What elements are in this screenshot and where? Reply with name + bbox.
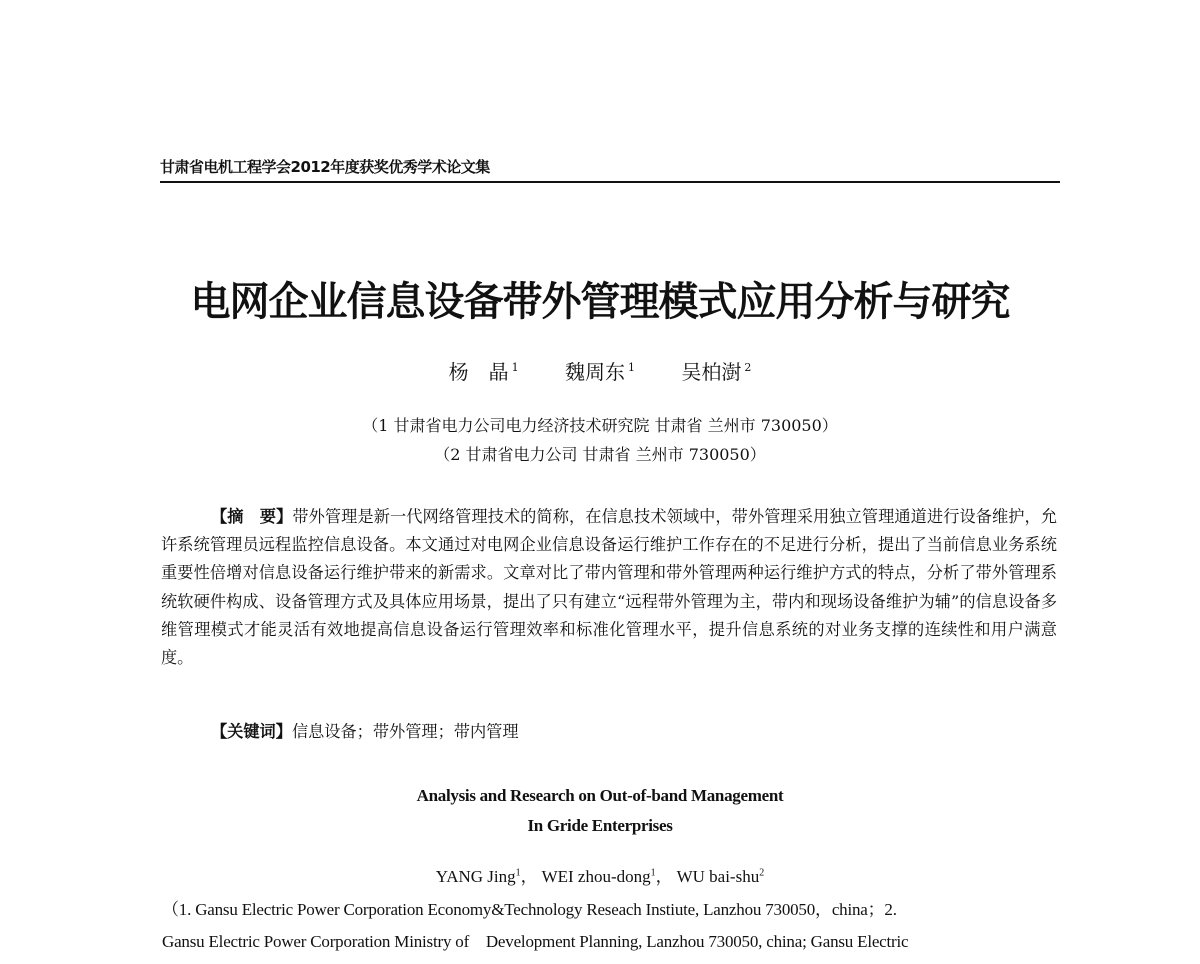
abstract-text: 带外管理是新一代网络管理技术的简称，在信息技术领域中，带外管理采用独立管理通道进行设备维护，允许系统管理员远程监控信息设备。本文通过对电网企业信息设备运行维护工作存在的不足进行分析，提出了当前信息业务系统重要性倍增对信息设备运行维护带来的新需求。文章对比了带内管理和带外管理两种运行维护方式的特点，分析了带外管理系统软硬件构成、设备管理方式及具体应用场景，提出了只有建立“远程带外管理为主，带内和现场设备维护为辅”的信息设备多维管理模式才能灵活有效地提高信息设备运行管理效率和标准化管理水平，提升信息系统的对业务支撑的连续性和用户满意度。 — [161, 507, 1058, 668]
author-list — [0, 356, 1200, 385]
author-3 — [681, 356, 751, 385]
keywords-text: 信息设备；带外管理；带内管理 — [291, 722, 519, 741]
english-affiliation-line-2: Gansu Electric Power Corporation Ministry of Development Planning, Lanzhou 730050, china; Gansu Electric — [162, 932, 909, 951]
english-author-affil-mark: 2 — [759, 867, 765, 879]
author-2 — [565, 356, 635, 385]
affiliation-2: （2 甘肃省电力公司 甘肃省 兰州市 730050） — [434, 445, 766, 464]
keywords-label: 【关键词】 — [211, 722, 292, 741]
paper-title: 电网企业信息设备带外管理模式应用分析与研究 — [190, 278, 1010, 325]
english-author-name: YANG Jing — [435, 867, 516, 886]
author-affil-mark: 2 — [744, 361, 752, 375]
english-author-2 — [542, 867, 673, 886]
author-name: 魏周东 — [565, 360, 625, 384]
author-affil-mark: 1 — [511, 361, 519, 375]
author-separator: ， — [520, 867, 538, 886]
running-header: 甘肃省电机工程学会2012年度获奖优秀学术论文集 — [160, 158, 490, 176]
english-author-affil-mark: 1 — [515, 867, 521, 879]
english-author-list — [0, 862, 1200, 887]
keywords — [211, 718, 519, 742]
header-rule — [160, 181, 1060, 183]
author-name: 吴柏澍 — [681, 360, 742, 384]
english-title-line-1: Analysis and Research on Out-of-band Management — [416, 786, 784, 805]
affiliation-1: （1 甘肃省电力公司电力经济技术研究院 甘肃省 兰州市 730050） — [362, 416, 838, 435]
author-name: 杨 晶 — [448, 360, 509, 384]
english-author-1 — [436, 867, 538, 886]
english-title-line-2: In Gride Enterprises — [527, 816, 673, 835]
english-author-name: WEI zhou-dong — [541, 867, 651, 886]
abstract — [161, 503, 1057, 672]
english-author-affil-mark: 1 — [650, 867, 656, 879]
english-author-3 — [677, 867, 765, 886]
author-separator: ， — [655, 867, 673, 886]
author-1 — [449, 356, 519, 385]
author-affil-mark: 1 — [628, 361, 635, 375]
english-affiliation-line-1: （1. Gansu Electric Power Corporation Economy&Technology Reseach Instiute, Lanzhou 730050，china；2. — [162, 900, 897, 919]
abstract-label: 【摘 要】 — [211, 507, 293, 526]
english-author-name: WU bai-shu — [676, 867, 760, 886]
